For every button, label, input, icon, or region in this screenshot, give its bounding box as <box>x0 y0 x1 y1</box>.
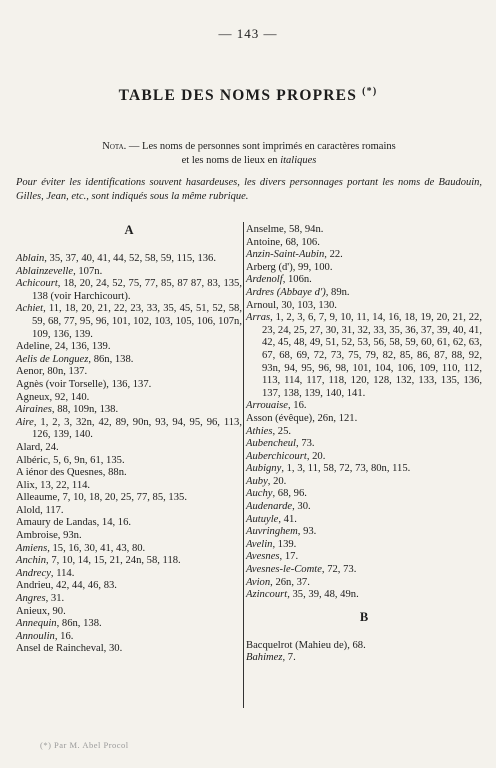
entry-name: Antoine <box>246 236 281 248</box>
entry-refs: , 1, 2, 3, 32n, 42, 89, 90n, 93, 94, 95, 96, 113, 126, 139, 140. <box>32 416 242 441</box>
entry-refs: , 1, 2, 3, 6, 7, 9, 10, 11, 14, 16, 18, 19, 20, 21, 22, 23, 24, 25, 27, 30, 31, 32, 33, 35, 36, 37, 39, 40, 41, 42, 45, 48, 49, 51, 52, 53, 56, 58, 59, 60, 61, 62, 63, 67, 68, 69, 72, 73, 75, 79, 82, 85, 86, 87, 88, 92, 93n, 94, 95, 96, 98, 101, 104, 106, 109, 110, 112, 113, 114, 117, 118, 120, 128, 132, 133, 135, 136, 137, 138, 139, 140, 141. <box>262 312 482 399</box>
entry-refs: , 41. <box>278 513 297 525</box>
entry-refs: , 15, 16, 30, 41, 43, 80. <box>47 542 146 554</box>
entry-name: Aire <box>16 416 34 428</box>
entry-name: Annoulin <box>16 630 55 642</box>
entry-refs: , 89n. <box>325 286 350 298</box>
entry-refs: , 22. <box>324 249 343 261</box>
title-text: TABLE DES NOMS PROPRES <box>118 87 358 105</box>
index-entry <box>16 517 242 530</box>
index-entry <box>246 312 482 400</box>
index-entry <box>16 417 242 442</box>
index-entry <box>16 278 242 303</box>
index-entry <box>16 480 242 493</box>
index-entry <box>16 404 242 417</box>
entry-name: Aelis de Longuez <box>16 353 89 365</box>
entry-refs: , 17. <box>279 551 299 563</box>
index-entry <box>246 539 482 552</box>
entry-name: Ansel de Raincheval <box>16 643 104 655</box>
entry-refs: , 93n. <box>57 530 82 542</box>
entry-name: Arberg (d') <box>246 261 293 273</box>
title-footnote-mark: (*) <box>362 86 378 97</box>
entry-refs: , 42, 44, 46, 83. <box>50 580 117 592</box>
page-number: — 143 — <box>218 26 278 41</box>
entry-refs: , 30, 103, 130. <box>276 299 337 311</box>
entry-name: Angres <box>16 593 46 605</box>
entry-refs: , 20. <box>306 450 326 462</box>
index-entry <box>246 564 482 577</box>
entry-refs: , 16. <box>287 400 307 412</box>
column-divider <box>243 222 244 708</box>
index-entry <box>246 589 482 602</box>
entry-name: Alix <box>16 479 35 491</box>
entry-refs: , 11, 18, 20, 21, 22, 23, 33, 35, 45, 51, 52, 58, 59, 68, 77, 95, 96, 101, 102, 103, 105, 106, 107n, 109, 136, 139. <box>32 303 242 340</box>
index-entry <box>16 379 242 392</box>
entry-refs: , 16. <box>54 630 74 642</box>
index-entry <box>16 354 242 367</box>
entry-refs: , 24, 136, 139. <box>49 341 111 353</box>
entry-refs: , 13, 22, 114. <box>34 479 91 491</box>
entry-refs: , 73. <box>296 438 315 450</box>
entry-name: Achicourt <box>16 278 58 290</box>
index-entry <box>246 526 482 539</box>
index-entry <box>246 249 482 262</box>
entry-name: Annequin <box>16 618 57 630</box>
entry-name: Auby <box>246 475 268 487</box>
entry-name: Bacquelrot (Mahieu de) <box>246 639 348 651</box>
entry-refs: , 30. <box>103 643 123 655</box>
left-entry-list <box>16 253 242 656</box>
entry-refs: , 99, 100. <box>292 261 333 273</box>
entry-name: Avion <box>246 576 271 588</box>
entry-name: Airaines <box>16 404 52 416</box>
entry-name: Andrecy <box>16 567 51 579</box>
nota-line-1 <box>18 140 480 154</box>
entry-refs: , 72, 73. <box>321 564 357 576</box>
entry-refs: , 7, 10, 14, 15, 21, 24n, 58, 118. <box>46 555 181 567</box>
entry-name: Anzin-Saint-Aubin <box>246 249 325 261</box>
index-entry <box>16 492 242 505</box>
index-entry <box>16 455 242 468</box>
index-entry <box>246 438 482 451</box>
index-entry <box>246 640 482 653</box>
index-entry <box>246 413 482 426</box>
entry-refs: , 7. <box>282 652 296 664</box>
entry-name: Andrieu <box>16 580 51 592</box>
entry-refs: , 68, 106. <box>280 236 320 248</box>
index-entry <box>246 577 482 590</box>
index-entry <box>16 467 242 480</box>
index-entry <box>16 568 242 581</box>
entry-name: Asson (évêque) <box>246 412 313 424</box>
nota-line-2 <box>18 154 480 168</box>
index-entry <box>246 274 482 287</box>
entry-refs: , 106n. <box>282 274 312 286</box>
index-entry <box>16 631 242 644</box>
entry-name: Aenor <box>16 366 43 378</box>
entry-refs: , 114. <box>50 567 75 579</box>
entry-name: Agneux <box>16 391 50 403</box>
entry-refs: , 24. <box>40 441 59 453</box>
entry-refs: , 35, 39, 48, 49n. <box>287 589 359 601</box>
entry-refs: , 58, 94n. <box>283 224 324 235</box>
entry-name: Anieux <box>16 605 48 617</box>
entry-name: A iénor des Quesnes <box>16 467 103 479</box>
index-entry <box>16 530 242 543</box>
entry-name: Arnoul <box>246 299 277 311</box>
index-entry <box>16 392 242 405</box>
section-heading-b: B <box>359 609 369 624</box>
entry-name: Aubencheul <box>246 438 297 450</box>
index-entry <box>246 652 482 665</box>
index-entry <box>16 618 242 631</box>
index-entry <box>16 341 242 354</box>
index-entry <box>16 593 242 606</box>
entry-refs: , 5, 6, 9n, 61, 135. <box>47 454 125 466</box>
index-entry <box>16 505 242 518</box>
entry-name: Bahimez <box>246 652 283 664</box>
entry-refs: , 92, 140. <box>49 391 90 403</box>
index-entry <box>246 551 482 564</box>
entry-refs: , 68, 96. <box>272 488 307 500</box>
index-entry <box>246 463 482 476</box>
index-entry <box>16 580 242 593</box>
index-entry <box>246 287 482 300</box>
entry-name: Adeline <box>16 341 50 353</box>
entry-name: Ablain <box>16 253 45 264</box>
footnote: (*) Par M. Abel Procol <box>40 740 129 750</box>
entry-refs: , 88, 109n, 138. <box>51 404 119 416</box>
index-entry <box>16 606 242 619</box>
index-entry <box>246 300 482 313</box>
entry-name: Amiens <box>16 542 48 554</box>
entry-refs: , 86n, 138. <box>88 353 134 365</box>
b-entry-list <box>246 640 482 665</box>
entry-refs: , 1, 3, 11, 58, 72, 73, 80n, 115. <box>281 463 411 475</box>
nota-block <box>18 140 480 168</box>
entry-name: Alold <box>16 504 41 516</box>
entry-refs: , 107n. <box>73 265 103 277</box>
entry-name: Auchy <box>246 488 273 500</box>
index-entry <box>16 266 242 279</box>
entry-name: Achiet <box>16 303 44 315</box>
entry-refs: , 20. <box>267 475 287 487</box>
nota-paragraph: Pour éviter les identifications souvent hasardeuses, les divers personnages portant les noms de Baudouin, Gilles, Jean, etc., sont indiqués sous la même rubrique. <box>16 177 482 202</box>
entry-refs: , 139. <box>272 538 297 550</box>
entry-name: Anchin <box>16 555 47 567</box>
entry-refs: , 136, 137. <box>106 378 152 390</box>
entry-refs: , 18, 20, 24, 52, 75, 77, 85, 87 87, 83, 135, 138 (voir Harchicourt). <box>32 278 242 302</box>
entry-name: Aubigny <box>246 463 282 475</box>
page-title <box>0 86 496 105</box>
entry-name: Agnès (voir Torselle) <box>16 378 107 390</box>
entry-refs: , 86n, 138. <box>56 618 102 630</box>
index-entry <box>16 543 242 556</box>
entry-name: Avesnes <box>246 551 280 563</box>
entry-refs: , 30. <box>292 501 311 513</box>
index-entry <box>246 501 482 514</box>
entry-name: Ablainzevelle <box>16 265 74 277</box>
entry-refs: , 26n, 37. <box>270 576 310 588</box>
entry-refs: , 80n, 137. <box>42 366 88 378</box>
entry-name: Autuyle <box>246 513 279 525</box>
entry-refs: , 88n. <box>102 467 127 479</box>
index-entry <box>246 514 482 527</box>
index-entry <box>16 643 242 656</box>
right-column <box>246 224 482 665</box>
entry-refs: , 7, 10, 18, 20, 25, 77, 85, 135. <box>57 492 187 504</box>
index-entry <box>246 426 482 439</box>
entry-refs: , 117. <box>40 504 64 516</box>
entry-name: Audenarde <box>246 501 293 513</box>
index-entry <box>246 224 482 237</box>
entry-refs: , 90. <box>47 605 66 617</box>
entry-refs: , 68. <box>347 639 366 651</box>
entry-name: Arrouaise <box>246 400 288 412</box>
index-entry <box>16 303 242 341</box>
nota-line2-prefix: et les noms de lieux en <box>181 155 281 166</box>
index-entry <box>246 262 482 275</box>
entry-refs: , 93. <box>297 526 317 538</box>
entry-name: Athies <box>246 425 273 437</box>
entry-name: Arras <box>246 312 271 324</box>
entry-name: Auvringhem <box>246 526 298 538</box>
nota-line2-italic: italiques <box>280 155 317 166</box>
entry-refs: , 25. <box>272 425 292 437</box>
entry-name: Avelin <box>246 538 273 550</box>
entry-refs: , 31. <box>45 593 65 605</box>
left-column <box>16 224 242 656</box>
entry-name: Ardenolf <box>246 274 283 286</box>
index-entry <box>246 488 482 501</box>
index-entry <box>246 400 482 413</box>
entry-refs: , 14, 16. <box>96 517 132 529</box>
index-entry <box>16 442 242 455</box>
entry-name: Alleaume <box>16 492 58 504</box>
right-entry-list <box>246 224 482 602</box>
index-entry <box>16 253 242 266</box>
entry-name: Ambroise <box>16 530 58 542</box>
entry-refs: , 35, 37, 40, 41, 44, 52, 58, 59, 115, 136. <box>44 253 217 264</box>
nota-label: Nota. <box>102 141 127 152</box>
entry-name: Albéric <box>16 454 48 466</box>
entry-name: Avesnes-le-Comte <box>246 564 322 576</box>
entry-name: Amaury de Landas <box>16 517 97 529</box>
index-entry <box>246 476 482 489</box>
entry-name: Anselme <box>246 224 284 235</box>
index-entry <box>246 451 482 464</box>
entry-name: Azincourt <box>246 589 288 601</box>
entry-name: Alard <box>16 441 41 453</box>
index-entry <box>16 366 242 379</box>
nota-text: — Les noms de personnes sont imprimés en caractères romains <box>126 141 396 152</box>
index-entry <box>246 237 482 250</box>
entry-refs: , 26n, 121. <box>312 412 358 424</box>
section-heading-a: A <box>124 223 134 237</box>
entry-name: Auberchicourt <box>246 450 307 462</box>
entry-name: Ardres (Abbaye d') <box>246 286 326 298</box>
index-entry <box>16 555 242 568</box>
